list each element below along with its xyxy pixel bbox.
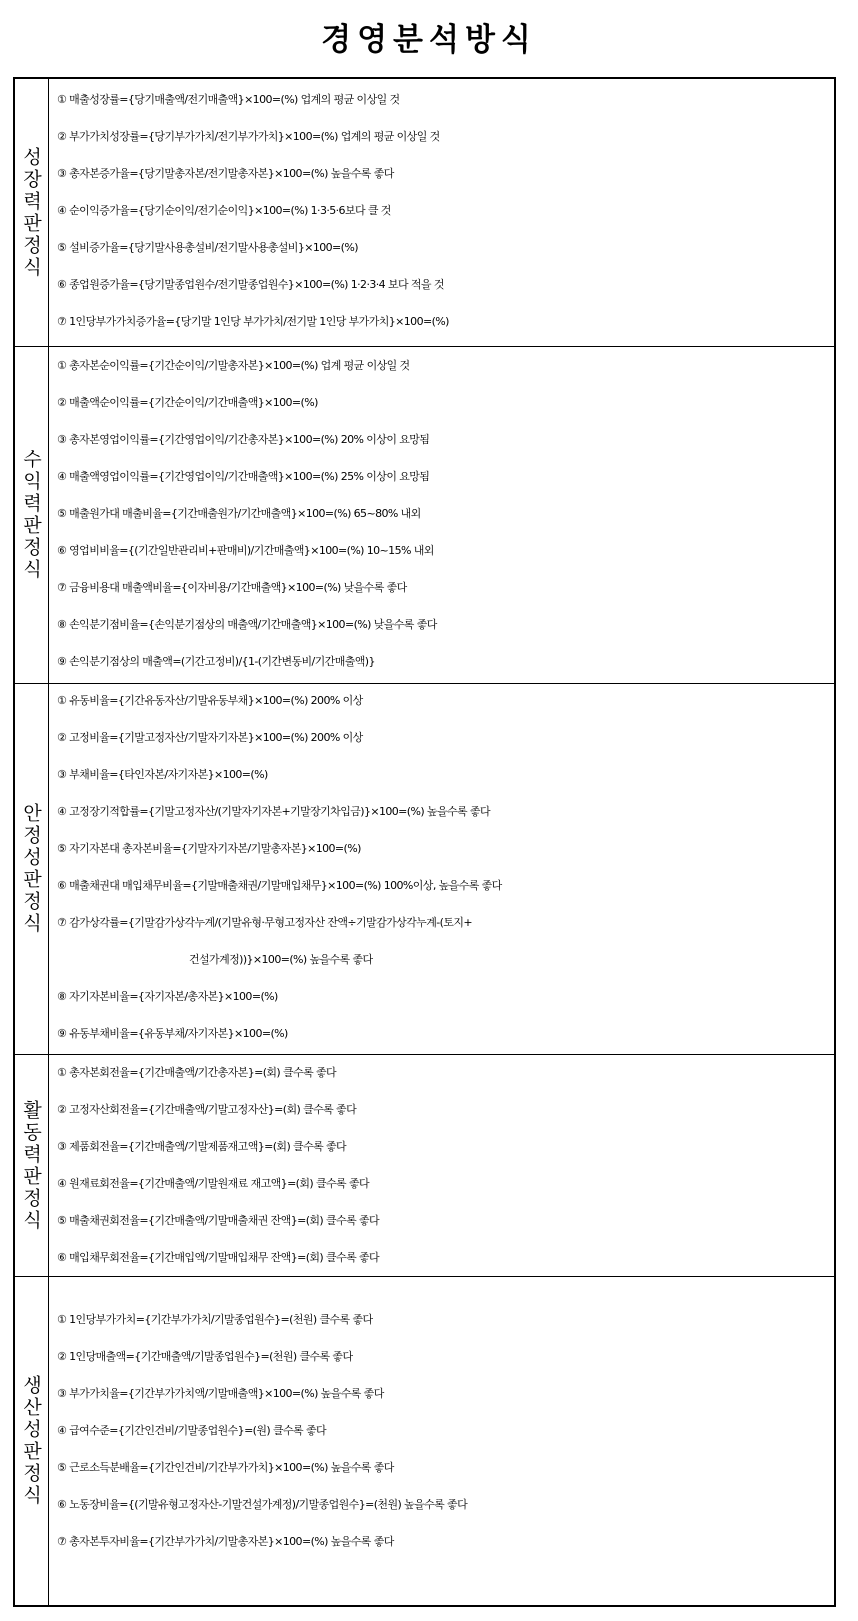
activity-section <box>15 1054 834 1276</box>
growth-section <box>15 79 834 346</box>
formula-item: ② 고정비율={기말고정자산/기말자기자본}×100=(%) 200% 이상 <box>57 731 363 744</box>
formula-item: ① 1인당부가가치={기간부가가치/기말종업원수}=(천원) 클수록 좋다 <box>57 1313 373 1326</box>
formula-item: ⑥ 매입채무회전율={기간매입액/기말매입채무 잔액}=(회) 클수록 좋다 <box>57 1251 380 1264</box>
formula-item: ① 총자본회전율={기간매출액/기간총자본}=(회) 클수록 좋다 <box>57 1066 337 1079</box>
formula-item: ④ 고정장기적합률={기말고정자산/(기말자기자본+기말장기차입금)}×100=(%) 높을수록 좋다 <box>57 805 490 818</box>
formula-item: ⑤ 매출채권회전율={기간매출액/기말매출채권 잔액}=(회) 클수록 좋다 <box>57 1214 380 1227</box>
page-title: 경영분석방식 <box>321 22 537 58</box>
formula-item: ⑧ 손익분기점비율={손익분기점상의 매출액/기간매출액}×100=(%) 낮을수록 좋다 <box>57 618 437 631</box>
formula-item: ⑥ 매출채권대 매입채무비율={기말매출채권/기말매입채무}×100=(%) 100%이상, 높을수록 좋다 <box>57 879 502 892</box>
section-label <box>15 347 49 683</box>
formula-item: ⑨ 유동부채비율={유동부채/자기자본}×100=(%) <box>57 1027 288 1040</box>
section-items <box>49 347 834 683</box>
formula-item: ② 1인당매출액={기간매출액/기말종업원수}=(천원) 클수록 좋다 <box>57 1350 353 1363</box>
analysis-table <box>13 77 836 1607</box>
formula-item: ⑤ 매출원가대 매출비율={기간매출원가/기간매출액}×100=(%) 65~80% 내외 <box>57 507 421 520</box>
formula-item: ③ 부가가치율={기간부가가치액/기말매출액}×100=(%) 높을수록 좋다 <box>57 1387 384 1400</box>
formula-item: ① 유동비율={기간유동자산/기말유동부채}×100=(%) 200% 이상 <box>57 694 363 707</box>
formula-item: ② 고정자산회전율={기간매출액/기말고정자산}=(회) 클수록 좋다 <box>57 1103 357 1116</box>
section-label <box>15 684 49 1054</box>
section-label-text: 생산성판정식 <box>20 1375 42 1507</box>
section-label <box>15 1277 49 1605</box>
section-label-text: 안정성판정식 <box>20 803 42 935</box>
section-items <box>49 684 834 1054</box>
formula-item: ⑦ 1인당부가가치증가율={당기말 1인당 부가가치/전기말 1인당 부가가치}×100=(%) <box>57 315 449 328</box>
formula-item: ⑤ 자기자본대 총자본비율={기말자기자본/기말총자본}×100=(%) <box>57 842 361 855</box>
formula-item: ② 매출액순이익률={기간순이익/기간매출액}×100=(%) <box>57 396 318 409</box>
stability-section <box>15 683 834 1054</box>
section-label-text: 수익력판정식 <box>20 449 42 581</box>
formula-item: ⑤ 근로소득분배율={기간인건비/기간부가가치}×100=(%) 높을수록 좋다 <box>57 1461 394 1474</box>
section-label <box>15 1055 49 1276</box>
formula-item: ① 매출성장률={당기매출액/전기매출액}×100=(%) 업계의 평균 이상일 것 <box>57 93 400 106</box>
section-items <box>49 1055 834 1276</box>
formula-item: ⑥ 영업비비율={(기간일반관리비+판매비)/기간매출액}×100=(%) 10~15% 내외 <box>57 544 434 557</box>
formula-item-continuation: 건설가계정))}×100=(%) 높을수록 좋다 <box>189 953 373 966</box>
formula-item: ② 부가가치성장률={당기부가가치/전기부가가치}×100=(%) 업계의 평균 이상일 것 <box>57 130 440 143</box>
formula-item: ④ 매출액영업이익률={기간영업이익/기간매출액}×100=(%) 25% 이상이 요망됨 <box>57 470 430 483</box>
formula-item: ③ 총자본영업이익률={기간영업이익/기간총자본}×100=(%) 20% 이상이 요망됨 <box>57 433 430 446</box>
formula-item: ⑤ 설비증가율={당기말사용총설비/전기말사용총설비}×100=(%) <box>57 241 358 254</box>
formula-item: ⑦ 총자본투자비율={기간부가가치/기말총자본}×100=(%) 높을수록 좋다 <box>57 1535 394 1548</box>
formula-item: ④ 원재료회전율={기간매출액/기말원재료 재고액}=(회) 클수록 좋다 <box>57 1177 370 1190</box>
section-items <box>49 79 834 346</box>
formula-item: ⑧ 자기자본비율={자기자본/총자본}×100=(%) <box>57 990 278 1003</box>
formula-item: ④ 급여수준={기간인건비/기말종업원수}=(원) 클수록 좋다 <box>57 1424 327 1437</box>
formula-item: ⑦ 감가상각률={기말감가상각누계/(기말유형·무형고정자산 잔액÷기말감가상각누계-(토지+ <box>57 916 472 929</box>
formula-item: ⑥ 종업원증가율={당기말종업원수/전기말종업원수}×100=(%) 1·2·3·4 보다 적을 것 <box>57 278 444 291</box>
section-label <box>15 79 49 346</box>
formula-item: ③ 제품회전율={기간매출액/기말제품재고액}=(회) 클수록 좋다 <box>57 1140 347 1153</box>
formula-item: ⑦ 금융비용대 매출액비율={이자비용/기간매출액}×100=(%) 낮을수록 좋다 <box>57 581 407 594</box>
formula-item: ⑥ 노동장비율={(기말유형고정자산-기말건설가계정)/기말종업원수}=(천원) 높을수록 좋다 <box>57 1498 468 1511</box>
formula-item: ③ 총자본증가율={당기말총자본/전기말총자본}×100=(%) 높을수록 좋다 <box>57 167 394 180</box>
formula-item: ⑨ 손익분기점상의 매출액=(기간고정비)/{1-(기간변동비/기간매출액)} <box>57 655 375 668</box>
formula-item: ④ 순이익증가율={당기순이익/전기순이익}×100=(%) 1·3·5·6보다 클 것 <box>57 204 391 217</box>
section-label-text: 활동력판정식 <box>20 1099 42 1232</box>
productivity-section <box>15 1276 834 1605</box>
profitability-section <box>15 346 834 683</box>
section-label-text: 성장력판정식 <box>20 146 42 279</box>
section-items <box>49 1277 834 1605</box>
formula-item: ① 총자본순이익률={기간순이익/기말총자본}×100=(%) 업계 평균 이상일 것 <box>57 359 410 372</box>
formula-item: ③ 부채비율={타인자본/자기자본}×100=(%) <box>57 768 268 781</box>
